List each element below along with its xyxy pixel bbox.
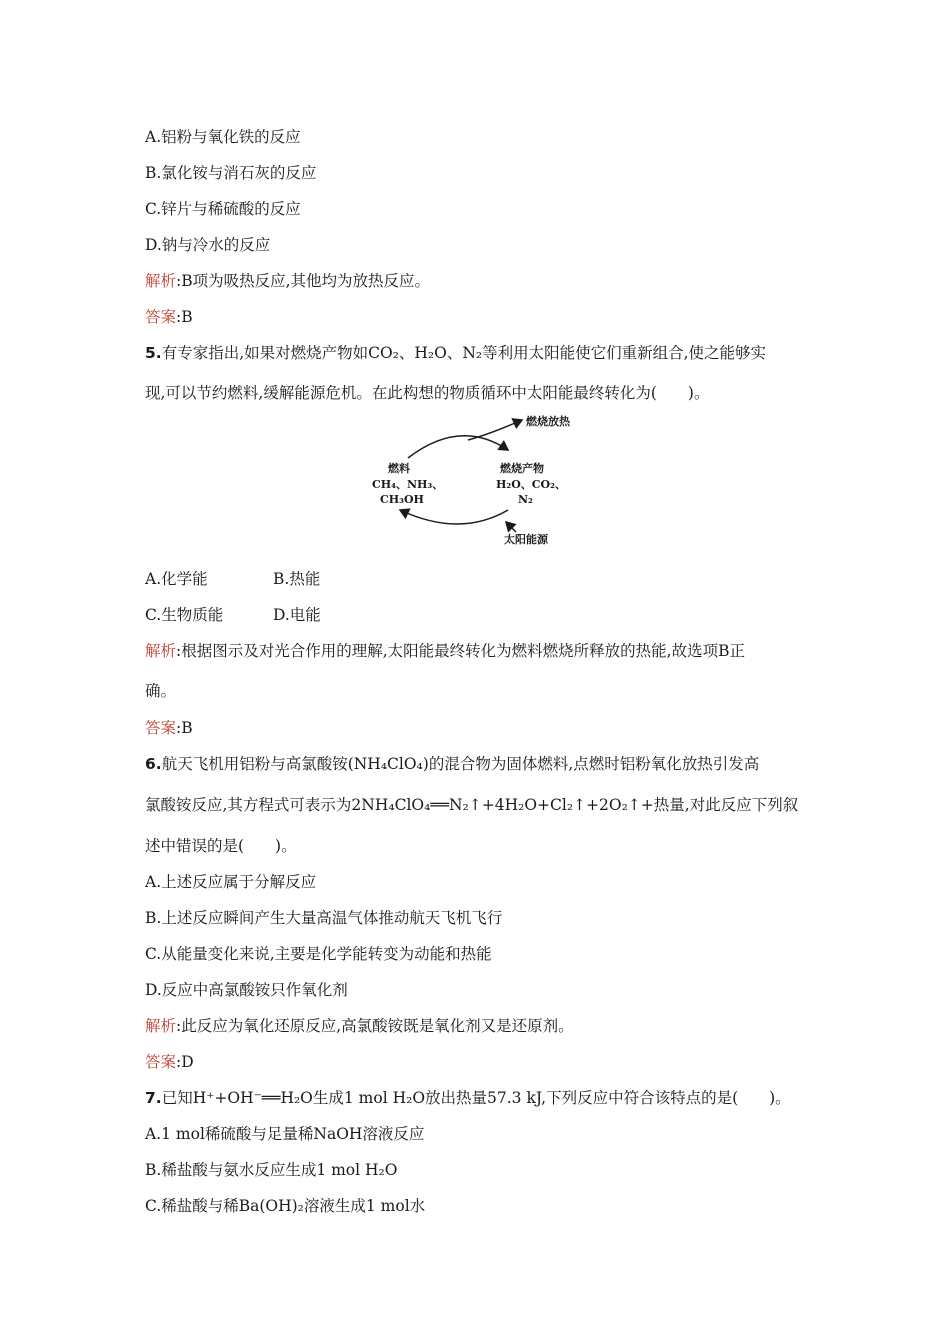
- q5-stem-text: 有专家指出,如果对燃烧产物如CO₂、H₂O、N₂等利用太阳能使它们重新组合,使之能够实: [161, 344, 767, 362]
- q7-option-a: A.1 mol稀硫酸与足量稀NaOH溶液反应: [145, 1125, 425, 1143]
- q5-option-d: D.电能: [273, 606, 321, 624]
- q5-stem-line2: 现,可以节约燃料,缓解能源危机。在此构想的物质循环中太阳能最终转化为( )。: [145, 384, 710, 402]
- fuel-title: 燃料: [388, 462, 410, 475]
- q6-option-b: B.上述反应瞬间产生大量高温气体推动航天飞机飞行: [145, 909, 503, 927]
- q5-analysis-line2: 确。: [145, 682, 177, 700]
- q7-option-c: C.稀盐酸与稀Ba(OH)₂溶液生成1 mol水: [145, 1197, 426, 1215]
- answer-label: 答案: [145, 308, 177, 326]
- q6-option-c: C.从能量变化来说,主要是化学能转变为动能和热能: [145, 945, 492, 963]
- analysis-text: :根据图示及对光合作用的理解,太阳能最终转化为燃料燃烧所释放的热能,故选项B正: [176, 642, 745, 660]
- fuel-line1: CH₄、NH₃、: [372, 478, 444, 491]
- q5-stem-line1: [145, 343, 766, 363]
- product-line1: H₂O、CO₂、: [496, 478, 566, 491]
- q5-options-row1: [145, 569, 321, 589]
- q5-options-row2: [145, 605, 321, 625]
- q5-analysis-line1: [145, 641, 745, 661]
- q6-option-d: D.反应中高氯酸铵只作氧化剂: [145, 981, 348, 999]
- branch-arrow: [468, 420, 522, 440]
- q4-option-d: D.钠与冷水的反应: [145, 236, 271, 254]
- q6-analysis: [145, 1016, 574, 1036]
- analysis-label: 解析: [145, 642, 177, 660]
- q5-answer: [145, 718, 193, 738]
- product-title: 燃烧产物: [500, 462, 544, 475]
- q6-stem-line3: 述中错误的是( )。: [145, 837, 297, 855]
- q6-stem-text: 航天飞机用铝粉与高氯酸铵(NH₄ClO₄)的混合物为固体燃料,点燃时铝粉氧化放热引发高: [161, 755, 760, 773]
- answer-label: 答案: [145, 719, 177, 737]
- q6-stem-line1: [145, 754, 759, 774]
- question-number: 6.: [145, 755, 162, 773]
- q7-option-b: B.稀盐酸与氨水反应生成1 mol H₂O: [145, 1161, 398, 1179]
- answer-label: 答案: [145, 1053, 177, 1071]
- fuel-line2: CH₃OH: [380, 493, 424, 506]
- q4-answer: [145, 307, 193, 327]
- product-line2: N₂: [518, 493, 533, 506]
- question-number: 7.: [145, 1089, 162, 1107]
- q5-option-b: B.热能: [273, 570, 321, 588]
- analysis-label: 解析: [145, 1017, 177, 1035]
- energy-cycle-diagram: [360, 410, 600, 550]
- q4-option-a: A.铝粉与氧化铁的反应: [145, 128, 301, 146]
- top-arc-arrow: [408, 436, 508, 458]
- question-number: 5.: [145, 344, 162, 362]
- top-label: 燃烧放热: [526, 415, 570, 428]
- analysis-text: :此反应为氧化还原反应,高氯酸铵既是氧化剂又是还原剂。: [176, 1017, 574, 1035]
- answer-text: :D: [176, 1053, 194, 1071]
- analysis-label: 解析: [145, 272, 177, 290]
- q7-stem: [145, 1088, 791, 1108]
- analysis-text: :B项为吸热反应,其他均为放热反应。: [176, 272, 431, 290]
- solar-arrow: [506, 522, 516, 532]
- q5-option-a: A.化学能: [145, 570, 208, 588]
- q4-analysis: [145, 271, 430, 291]
- answer-text: :B: [176, 719, 193, 737]
- q6-stem-line2: 氯酸铵反应,其方程式可表示为2NH₄ClO₄══N₂↑+4H₂O+Cl₂↑+2O₂↑+热量,对此反应下列叙: [145, 796, 799, 814]
- q6-answer: [145, 1052, 194, 1072]
- q4-option-c: C.锌片与稀硫酸的反应: [145, 200, 301, 218]
- bottom-arc-arrow: [400, 510, 508, 524]
- q7-stem-text: 已知H⁺+OH⁻══H₂O生成1 mol H₂O放出热量57.3 kJ,下列反应中符合该特点的是( )。: [161, 1089, 791, 1107]
- answer-text: :B: [176, 308, 193, 326]
- q6-option-a: A.上述反应属于分解反应: [145, 873, 317, 891]
- solar-label: 太阳能源: [504, 533, 548, 546]
- q4-option-b: B.氯化铵与消石灰的反应: [145, 164, 317, 182]
- q5-option-c: C.生物质能: [145, 606, 224, 624]
